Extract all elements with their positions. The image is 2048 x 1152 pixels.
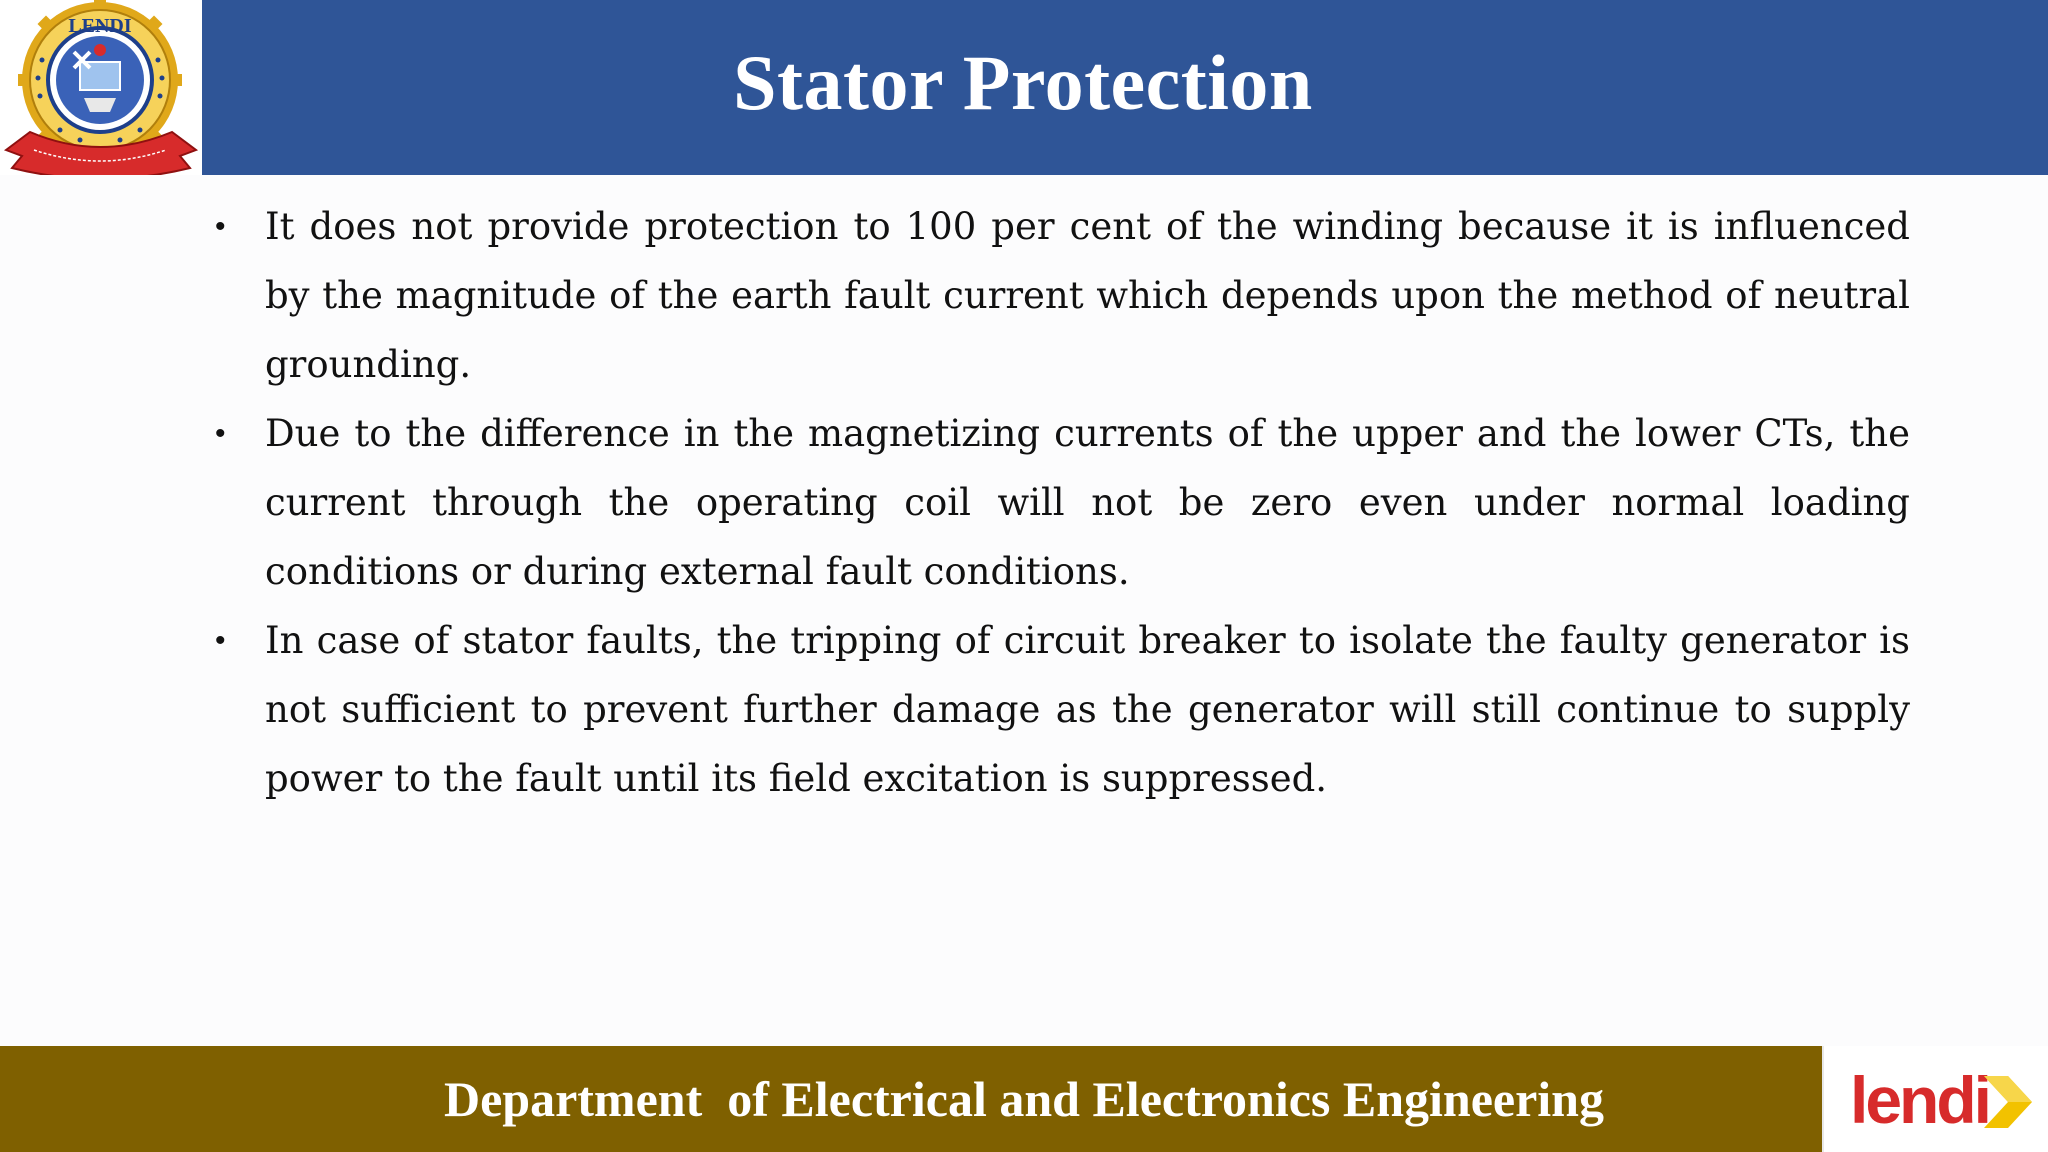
bullet-icon: •	[215, 624, 226, 657]
institute-logo	[0, 0, 202, 175]
bullet-item	[215, 399, 1910, 606]
bullet-icon: •	[215, 210, 226, 243]
bullet-text: In case of stator faults, the tripping of circuit breaker to isolate the faulty generator is not sufficient to prevent further damage as the generator will still continue to supply power to the fault until its field excitation is suppressed.	[265, 619, 1910, 800]
bullet-text: It does not provide protection to 100 per cent of the winding because it is influenced by the magnitude of the earth fault current which depends upon the method of neutral grounding.	[265, 205, 1910, 386]
bullet-text: Due to the difference in the magnetizing currents of the upper and the lower CTs, the current through the operating coil will not be zero even under normal loading conditions or during external fault conditions.	[265, 412, 1910, 593]
department-name: Department of Electrical and Electronics Engineering	[443, 1071, 1604, 1127]
bullet-item	[215, 192, 1910, 399]
bullet-item	[215, 606, 1910, 813]
bullet-list	[215, 192, 1910, 813]
lendi-brand-logo	[1822, 1046, 2048, 1152]
arrow-chevron-icon	[1980, 1072, 2036, 1132]
page-title: Stator Protection	[733, 38, 1313, 126]
svg-text:LENDI: LENDI	[68, 15, 132, 37]
lendi-institute-emblem-icon	[0, 0, 202, 175]
bullet-icon: •	[215, 417, 226, 450]
brand-logo-text: lendi	[1850, 1063, 1990, 1137]
